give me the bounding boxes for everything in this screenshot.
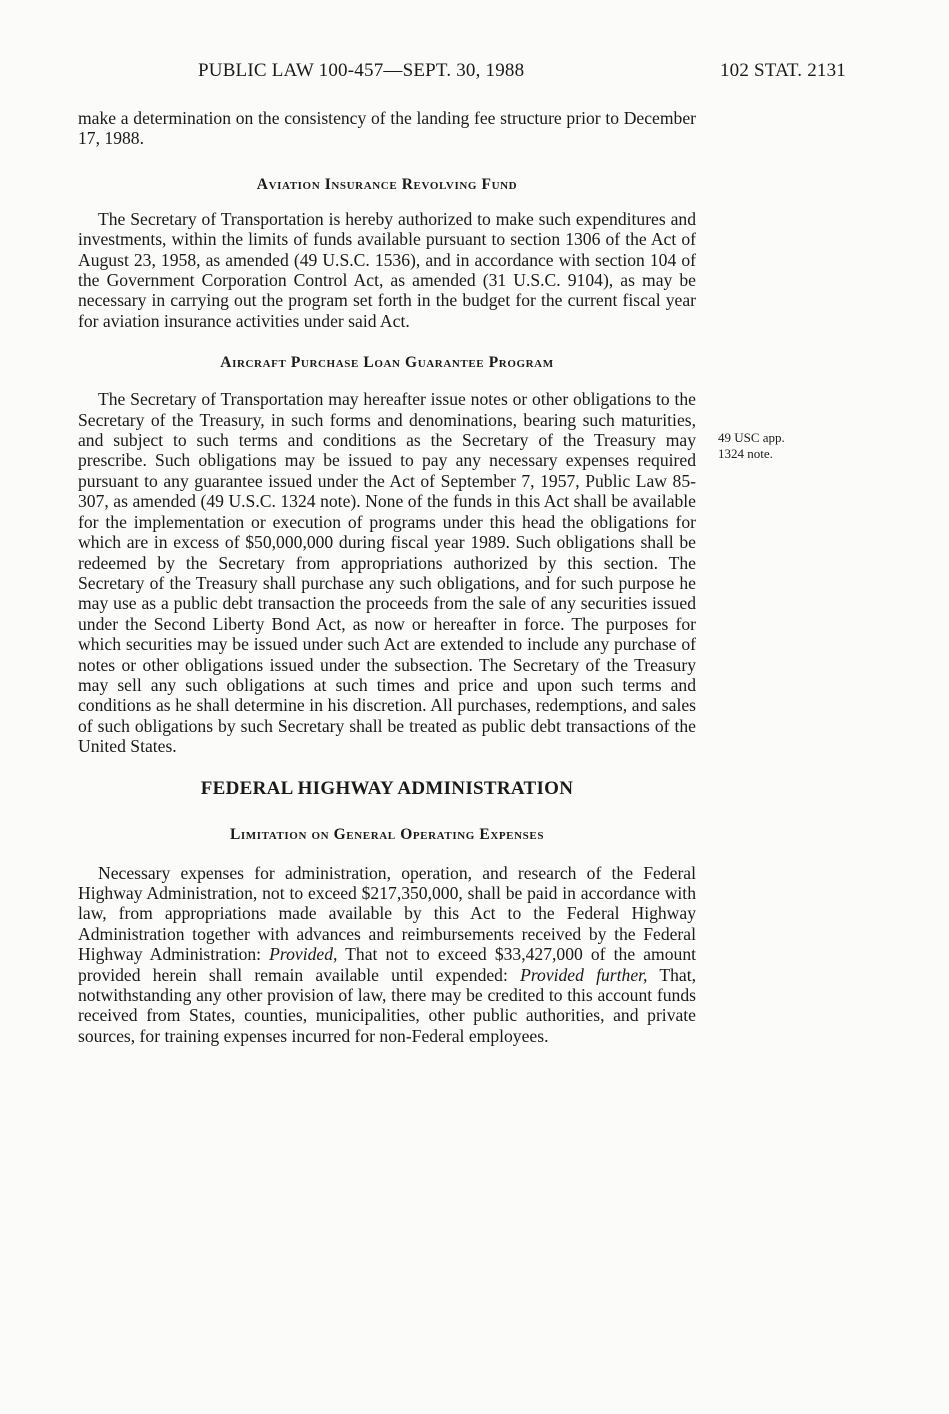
section-heading-aviation-insurance: Aviation Insurance Revolving Fund [256, 175, 518, 193]
paragraph-part: That not to exceed $33,427,000 of the amount provided herein shall remain available until expended: [78, 944, 697, 985]
agency-heading-fhwa: FEDERAL HIGHWAY ADMINISTRATION [200, 777, 574, 799]
header-title: PUBLIC LAW 100-457—SEPT. 30, 1988 [198, 60, 525, 81]
header-page-reference: 102 STAT. 2131 [719, 60, 846, 81]
paragraph-part: Necessary expenses for administration, operation, and research of the Federal Highway Administration, not to exceed $217,350,000, shall be paid in accordance with law, from appropriations made available by this Act to the Federal Highway Administration together with advances and reimbursements received by the Federal Highway Administration: [78, 862, 696, 965]
proviso-term: Provided further, [520, 964, 648, 985]
proviso-term: Provided, [269, 944, 338, 965]
paragraph-aircraft-loan: The Secretary of Transportation may hereafter issue notes or other obligations to the Secretary of the Treasury, in such forms and denominations, bearing such maturities, and subject to such terms and conditions as the Secretary of the Treasury may prescribe. Such obligations may be issued to pay any necessary expenses required pursuant to any guarantee issued under the Act of September 7, 1957, Public Law 85-307, as amended (49 U.S.C. 1324 note). None of the funds in this Act shall be available for the implementation or execution of programs under this head the obligations for which are in excess of $50,000,000 during fiscal year 1989. Such obligations shall be redeemed by the Secretary from appropriations authorized by this section. The Secretary of the Treasury shall purchase any such obligations, and for such purpose he may use as a public debt transaction the proceeds from the sale of any securities issued under the Second Liberty Bond Act, as now or hereafter in force. The purposes for which securities may be issued under such Act are extended to include any purchase of notes or other obligations issued under the subsection. The Secretary of the Treasury may sell any such obligations at such times and price and upon such terms and conditions as he shall determine in his discretion. All purchases, redemptions, and sales of such obligations by such Secretary shall be treated as public debt transactions of the United States. [78, 389, 696, 757]
paragraph-aviation-insurance: The Secretary of Transportation is hereby authorized to make such expenditures and investments, within the limits of funds available pursuant to section 1306 of the Act of August 23, 1958, as amended (49 U.S.C. 1536), and in accordance with section 104 of the Government Corporation Control Act, as amended (31 U.S.C. 9104), as may be necessary in carrying out the program set forth in the budget for the current fiscal year for aviation insurance activities under said Act. [78, 208, 696, 331]
paragraph-part: That, notwithstanding any other provision of law, there may be credited to this account funds received from States, counties, municipalities, other public authorities, and private sources, for training expenses incurred for non-Federal employees. [78, 964, 696, 1046]
continued-paragraph: make a determination on the consistency of the landing fee structure prior to December 17, 1988. [78, 108, 696, 149]
margin-note-citation: 49 USC app. 1324 note. [718, 430, 785, 461]
paragraph-general-operating [78, 863, 696, 1047]
running-header [0, 60, 949, 84]
section-heading-aircraft-loan: Aircraft Purchase Loan Guarantee Program [220, 354, 554, 372]
body-column [78, 108, 696, 1046]
section-heading-general-operating: Limitation on General Operating Expenses [229, 825, 545, 843]
